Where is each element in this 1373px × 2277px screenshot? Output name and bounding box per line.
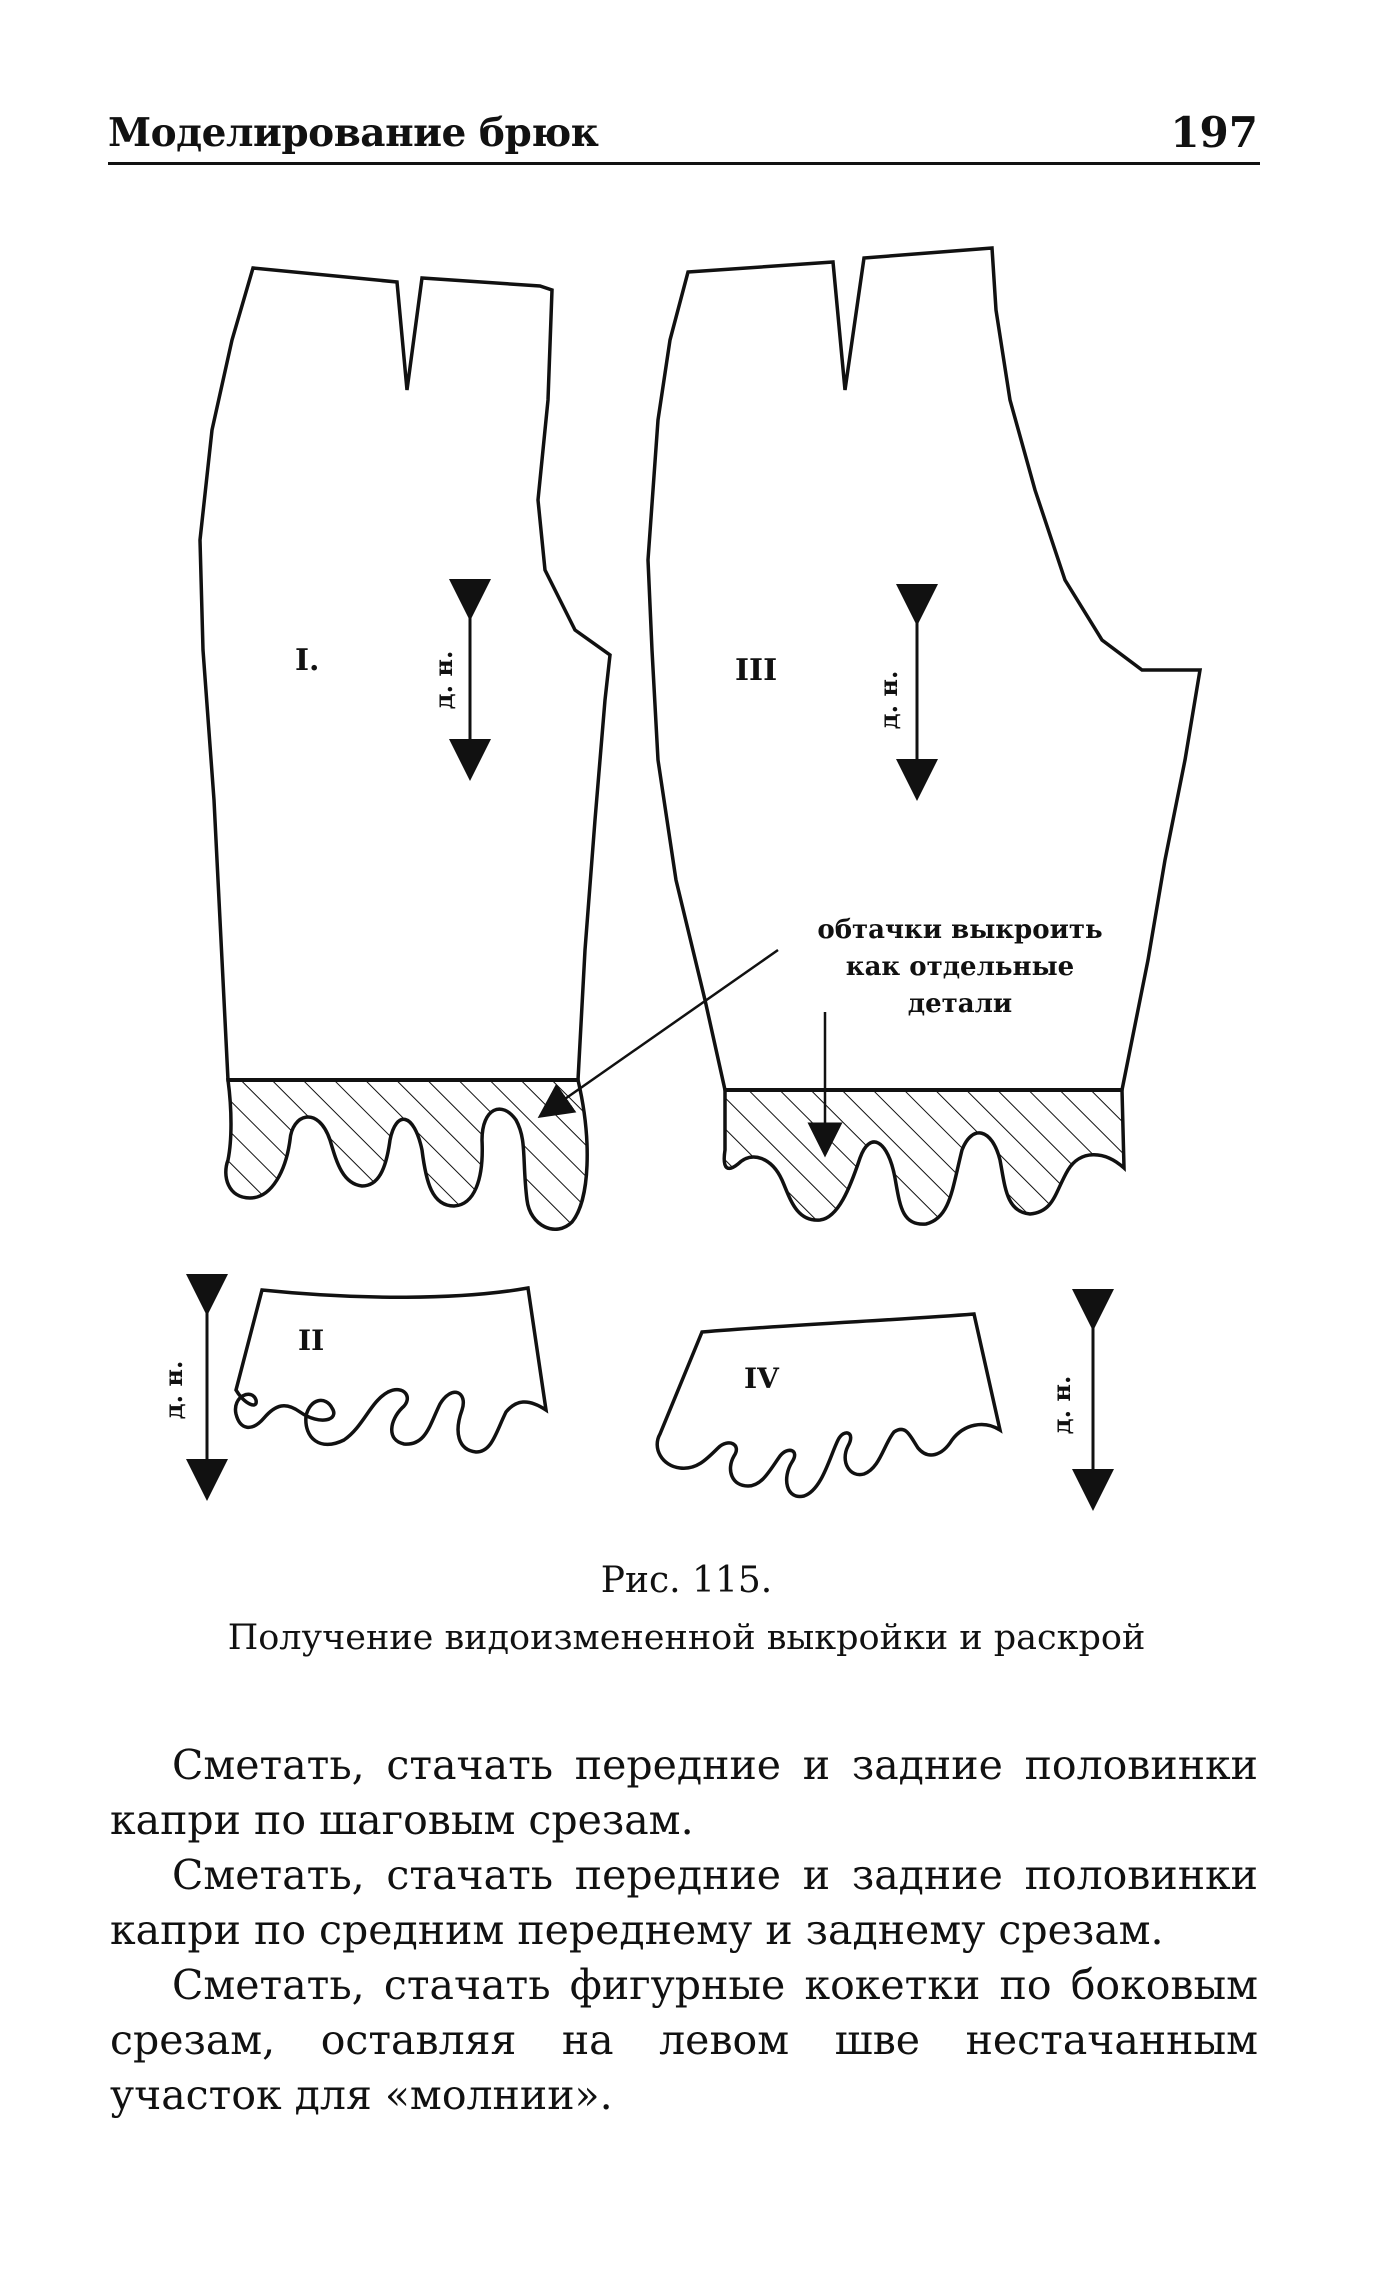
annotation-line-2: как отдельные xyxy=(845,952,1075,982)
paragraph: Сметать, стачать передние и задние половинки капри по средним переднему и заднему срезам. xyxy=(110,1851,1258,1954)
piece-3-label: III xyxy=(735,653,778,688)
running-title: Моделирование брюк xyxy=(108,110,599,156)
piece-1-label: I. xyxy=(295,643,320,678)
annotation-line-1: обтачки выкроить xyxy=(817,915,1103,945)
piece-back-facing xyxy=(657,1310,1093,1496)
paragraph: Сметать, стачать передние и задние половинки капри по шаговым срезам. xyxy=(110,1741,1258,1844)
grainline-label: д. н. xyxy=(429,650,458,710)
page-number: 197 xyxy=(1170,108,1258,157)
piece-2-label: II xyxy=(298,1324,325,1357)
piece-front-half xyxy=(200,268,610,1229)
piece-front-facing xyxy=(159,1288,546,1480)
grainline-label: д. н. xyxy=(874,670,903,730)
paragraph: Сметать, стачать фигурные кокетки по боковым срезам, оставляя на левом шве нестачанным участок для «молнии». xyxy=(110,1961,1258,2119)
figure-number: Рис. 115. xyxy=(600,1560,773,1601)
grainline-label: д. н. xyxy=(159,1360,188,1420)
body-text xyxy=(110,1738,1258,2123)
grainline-label: д. н. xyxy=(1047,1375,1076,1435)
annotation-line-3: детали xyxy=(907,989,1013,1019)
piece-4-label: IV xyxy=(744,1362,779,1395)
figure-caption: Получение видоизмененной выкройки и раскрой xyxy=(227,1618,1146,1658)
piece-back-half xyxy=(648,248,1200,1224)
